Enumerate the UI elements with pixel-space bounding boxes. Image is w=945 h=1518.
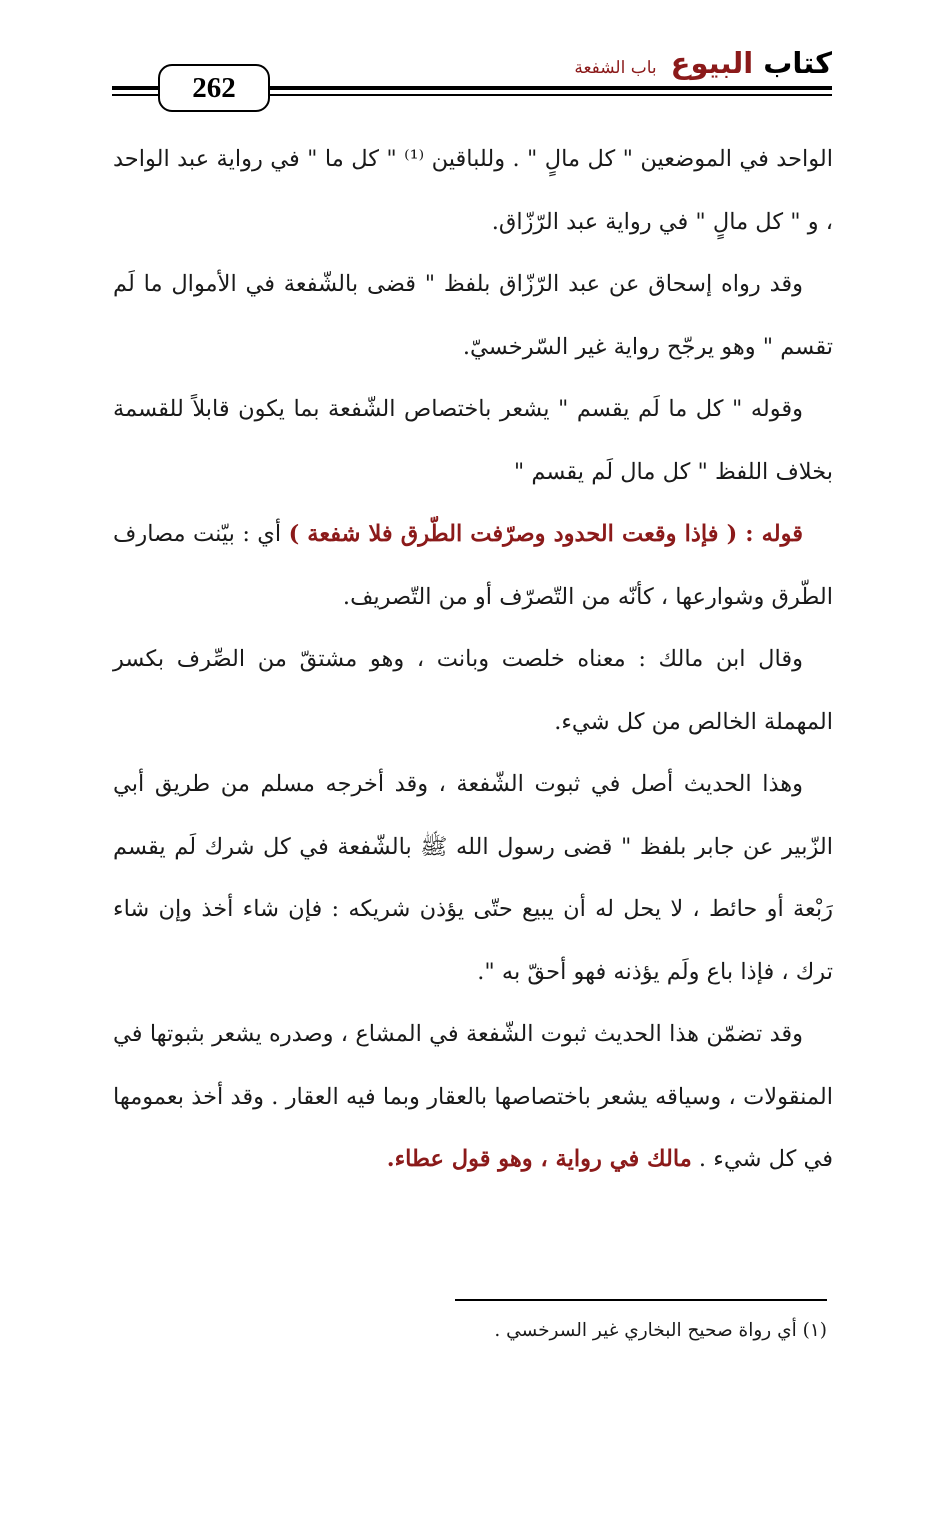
- paragraph-1: الواحد في الموضعين " كل مالٍ " . وللباقين ⁽¹⁾ " كل ما " في رواية عبد الواحد ، و " كل مالٍ " في رواية عبد الرّزّاق.: [113, 146, 833, 235]
- main-text: [113, 128, 833, 1191]
- hadith-quote: قوله : ( فإذا وقعت الحدود وصرّفت الطّرق فلا شفعة ): [288, 521, 803, 547]
- book-title: [671, 46, 832, 80]
- paragraph-2: وقد رواه إسحاق عن عبد الرّزّاق بلفظ " قضى بالشّفعة في الأموال ما لَم تقسم " وهو يرجّح رواية غير السّرخسيّ.: [113, 271, 833, 360]
- paragraph-5: وقال ابن مالك : معناه خلصت وبانت ، وهو مشتقّ من الصِّرف بكسر المهملة الخالص من كل شيء.: [113, 646, 833, 735]
- paragraph-7-start: وقد تضمّن هذا الحديث ثبوت الشّفعة في المشاع ، وصدره يشعر بثبوتها في المنقولات ، وسياقه يشعر باختصاصها بالعقار وبما فيه العقار . وقد أخذ بعمومها في كل شيء .: [113, 1021, 833, 1172]
- paragraph-4-rest: أي : بيّنت مصارف الطّرق وشوارعها ، كأنّه من التّصرّف أو من التّصريف.: [113, 521, 833, 610]
- page-number: 262: [158, 64, 270, 112]
- footnote-separator: [455, 1299, 827, 1301]
- book-title-accent: البيوع: [670, 46, 754, 80]
- paragraph-4: [113, 503, 833, 628]
- paragraph-7-highlight: مالك في رواية ، وهو قول عطاء.: [386, 1146, 692, 1172]
- paragraph-7: [113, 1003, 833, 1191]
- chapter-title: باب الشفعة: [574, 58, 657, 78]
- footnote-1: (١) أي رواة صحيح البخاري غير السرخسي .: [494, 1320, 827, 1341]
- book-title-main: كتاب: [753, 46, 832, 80]
- page-header: [112, 44, 832, 116]
- paragraph-3: وقوله " كل ما لَم يقسم " يشعر باختصاص الشّفعة بما يكون قابلاً للقسمة بخلاف اللفظ " كل مال لَم يقسم ": [113, 396, 833, 485]
- header-titles: [574, 46, 832, 80]
- paragraph-6: وهذا الحديث أصل في ثبوت الشّفعة ، وقد أخرجه مسلم من طريق أبي الزّبير عن جابر بلفظ " قضى رسول الله ﷺ بالشّفعة في كل شرك لَم يقسم رَبْعة أو حائط ، لا يحل له أن يبيع حتّى يؤذن شريكه : فإن شاء أخذ وإن شاء ترك ، فإذا باع ولَم يؤذنه فهو أحقّ به ".: [113, 771, 833, 985]
